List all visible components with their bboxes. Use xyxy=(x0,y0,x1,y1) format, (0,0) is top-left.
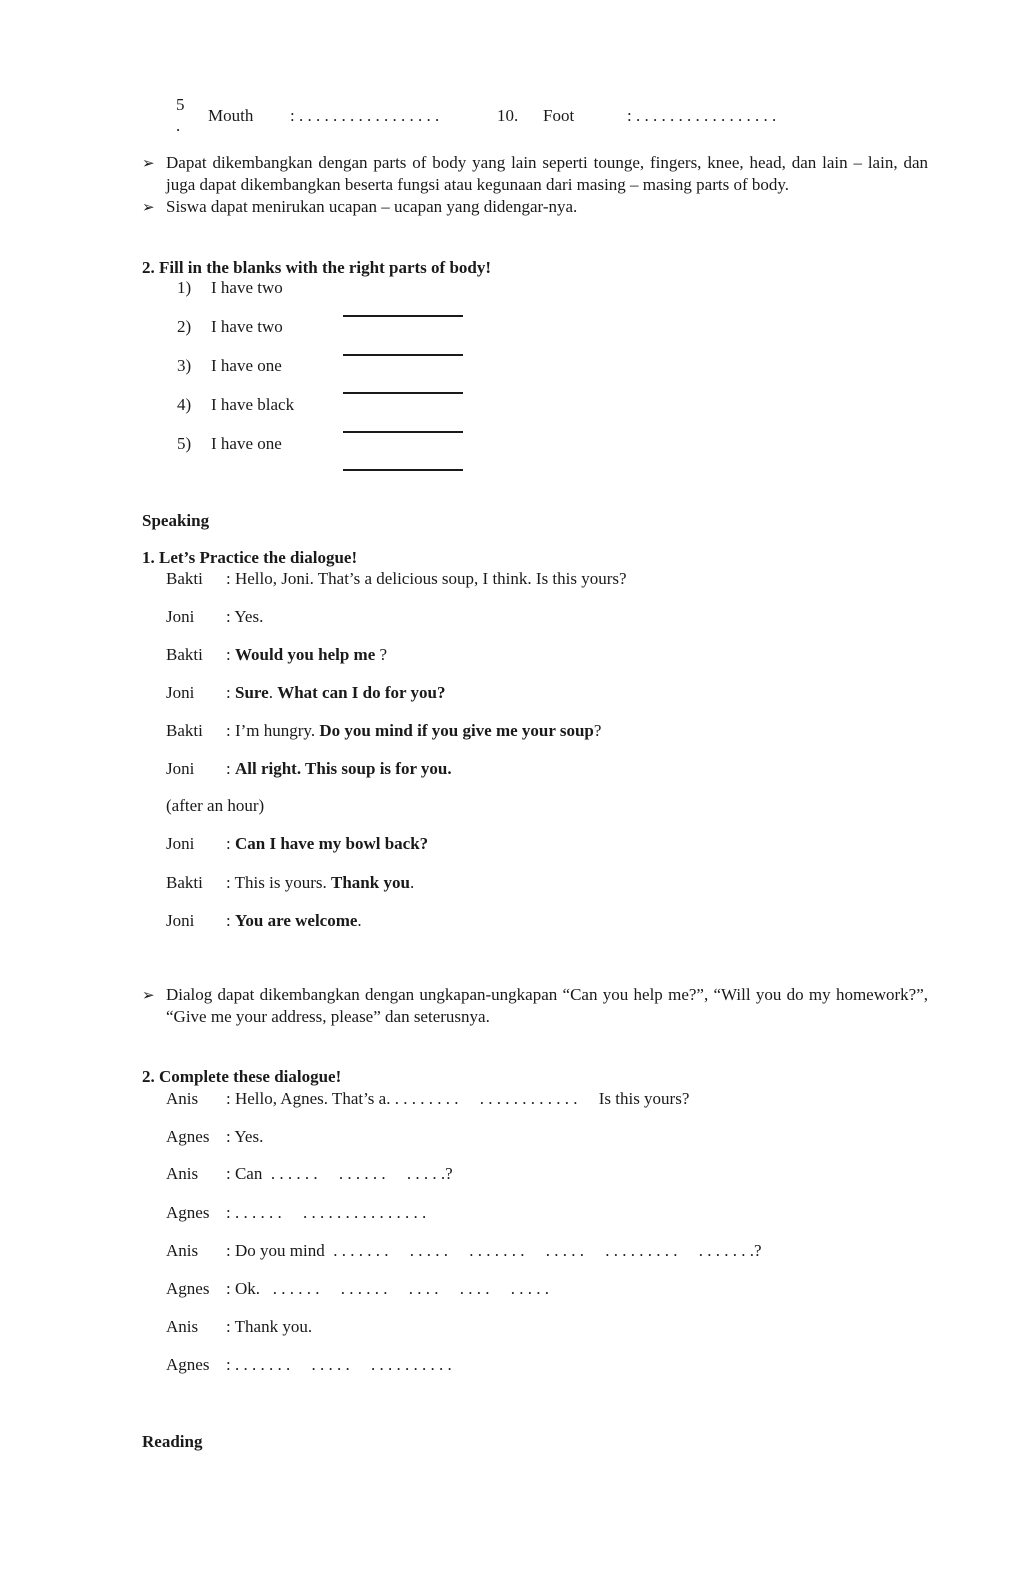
speaker-name: Agnes xyxy=(166,1279,210,1298)
fill-item-number: 2) xyxy=(177,317,192,336)
speaker-name: Anis xyxy=(166,1089,199,1108)
speaker-name: Bakti xyxy=(166,721,203,740)
dialogue-line-blank: : Thank you. xyxy=(226,1317,313,1336)
vocab-number-10: 10. xyxy=(497,106,519,125)
fill-item-text: I have two xyxy=(211,317,283,336)
fill-item-number: 1) xyxy=(177,278,192,297)
dialogue1-heading: 1. Let’s Practice the dialogue! xyxy=(142,548,358,567)
note-imitate: Siswa dapat menirukan ucapan – ucapan yang didengar-nya. xyxy=(166,197,578,216)
fill-item-number: 3) xyxy=(177,356,192,375)
vocab-dots-mouth: : . . . . . . . . . . . . . . . . . xyxy=(290,106,440,125)
fill-item-number: 4) xyxy=(177,395,192,414)
speaker-name: Bakti xyxy=(166,645,203,664)
fill-item-number: 5) xyxy=(177,434,192,453)
dialogue-line: : I’m hungry. Do you mind if you give me your soup? xyxy=(226,721,602,740)
vocab-number-5: 5 xyxy=(176,95,185,114)
fill-blank-line xyxy=(343,431,463,433)
dialogue-line-blank: : Can . . . . . . . . . . . . . . . . .? xyxy=(226,1164,453,1183)
dialogue-line: : All right. This soup is for you. xyxy=(226,759,452,778)
speaker-name: Joni xyxy=(166,834,195,853)
vocab-word-foot: Foot xyxy=(543,106,575,125)
speaker-name: Joni xyxy=(166,911,195,930)
speaker-name: Anis xyxy=(166,1241,199,1260)
speaker-name: Joni xyxy=(166,759,195,778)
dialogue-line-blank: : . . . . . . . . . . . . . . . . . . . . . . xyxy=(226,1355,452,1374)
speaker-name: Bakti xyxy=(166,873,203,892)
arrow-bullet-icon: ➢ xyxy=(142,986,155,1004)
note-develop-parts: Dapat dikembangkan dengan parts of body yang lain seperti tounge, fingers, knee, head, dan lain – lain, dan juga dapat dikembangkan beserta fungsi atau kegunaan dari masing – masing parts of body. xyxy=(166,153,928,194)
dialogue-line: : This is yours. Thank you. xyxy=(226,873,415,892)
dialogue2-heading: 2. Complete these dialogue! xyxy=(142,1067,342,1086)
speaker-name: Agnes xyxy=(166,1203,210,1222)
speaker-name: Bakti xyxy=(166,569,203,588)
speaker-name: Joni xyxy=(166,607,195,626)
section-title-reading: Reading xyxy=(142,1432,203,1451)
fill-blank-line xyxy=(343,315,463,317)
speaker-name: Agnes xyxy=(166,1355,210,1374)
dialogue-line: : Yes. xyxy=(226,607,264,626)
speaker-name: Agnes xyxy=(166,1127,210,1146)
arrow-bullet-icon: ➢ xyxy=(142,154,155,172)
section-title-speaking: Speaking xyxy=(142,511,210,530)
dialogue-line: : You are welcome. xyxy=(226,911,362,930)
fill-item-text: I have black xyxy=(211,395,295,414)
fill-blank-line xyxy=(343,354,463,356)
dialogue-line: : Hello, Joni. That’s a delicious soup, I think. Is this yours? xyxy=(226,569,627,588)
arrow-bullet-icon: ➢ xyxy=(142,198,155,216)
speaker-name: Joni xyxy=(166,683,195,702)
speaker-name: Anis xyxy=(166,1164,199,1183)
fill-item-text: I have one xyxy=(211,434,282,453)
dialogue-line-blank: : Yes. xyxy=(226,1127,264,1146)
dialogue-development-note: Dialog dapat dikembangkan dengan ungkapan-ungkapan “Can you help me?”, “Will you do my homework?”, “Give me your address, please” dan seterusnya. xyxy=(166,985,928,1026)
dialogue-line-blank: : Hello, Agnes. That’s a. . . . . . . . . . . . . . . . . . . . . Is this yours? xyxy=(226,1089,690,1108)
vocab-dots-foot: : . . . . . . . . . . . . . . . . . xyxy=(627,106,777,125)
fill-blank-line xyxy=(343,469,463,471)
vocab-number-5-dot: . xyxy=(176,116,181,135)
dialogue-line: : Would you help me ? xyxy=(226,645,388,664)
dialogue-line: : Can I have my bowl back? xyxy=(226,834,429,853)
dialogue-line-blank: : . . . . . . . . . . . . . . . . . . . . . xyxy=(226,1203,427,1222)
dialogue-line-blank: : Do you mind . . . . . . . . . . . . . . . . . . . . . . . . . . . . . . . . . . . . . . . .? xyxy=(226,1241,762,1260)
dialogue-line-blank: : Ok. . . . . . . . . . . . . . . . . . . . . . . . . . xyxy=(226,1279,549,1298)
dialogue-line: : Sure. What can I do for you? xyxy=(226,683,446,702)
stage-direction: (after an hour) xyxy=(166,796,265,815)
vocab-word-mouth: Mouth xyxy=(208,106,254,125)
fill-item-text: I have two xyxy=(211,278,283,297)
fill-item-text: I have one xyxy=(211,356,282,375)
fill-blank-line xyxy=(343,392,463,394)
exercise-fill-heading: 2. Fill in the blanks with the right parts of body! xyxy=(142,258,492,277)
speaker-name: Anis xyxy=(166,1317,199,1336)
